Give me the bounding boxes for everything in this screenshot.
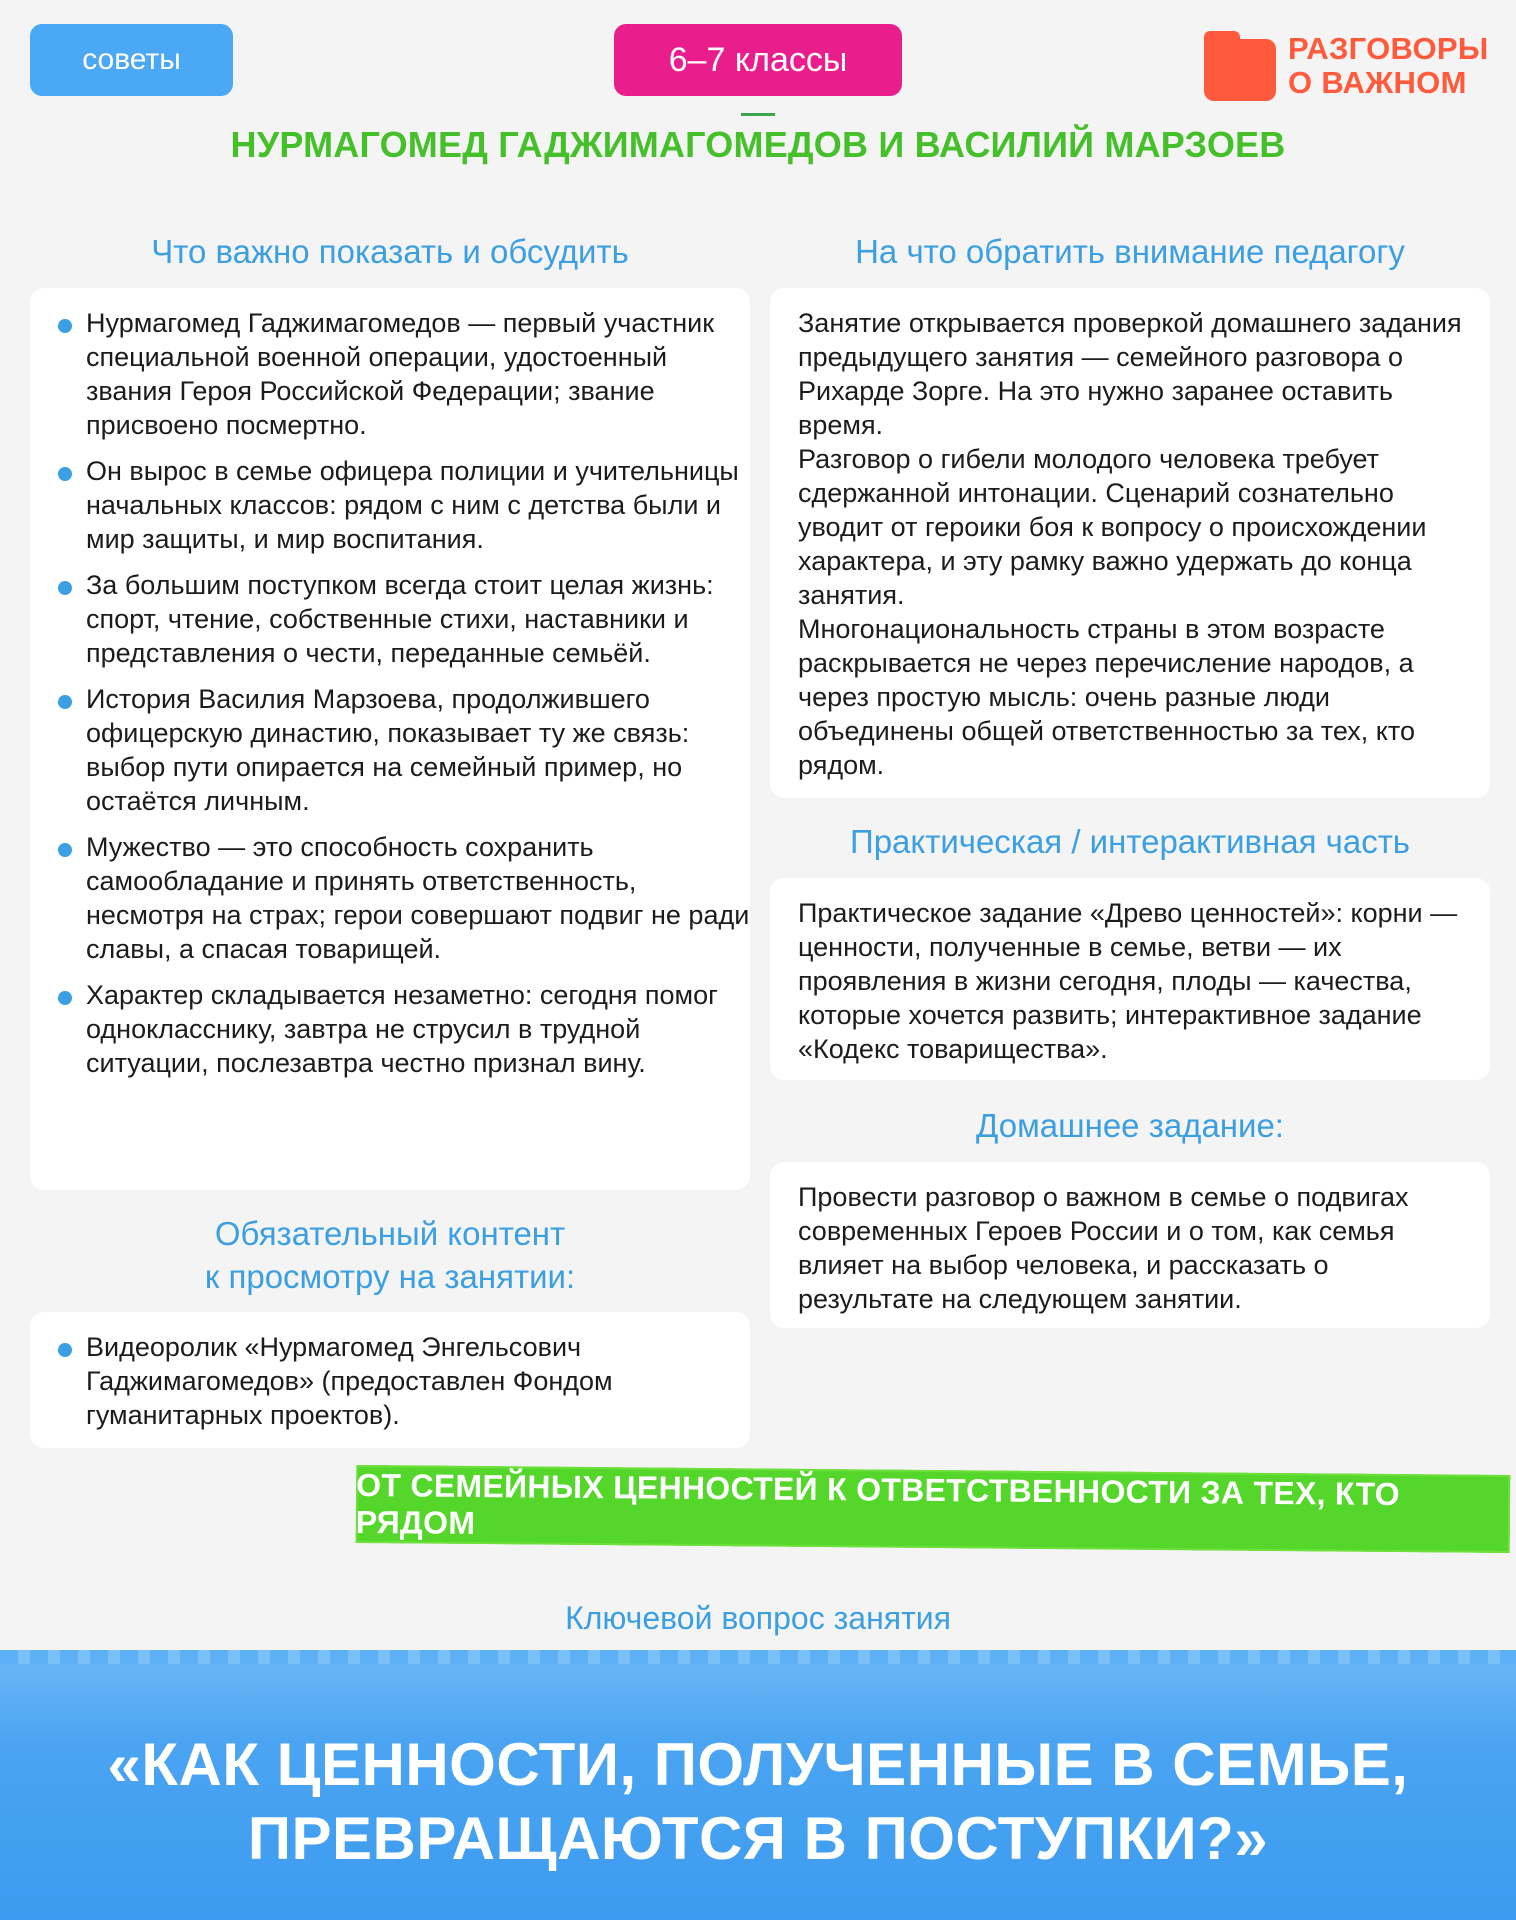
divider [741,113,775,116]
discuss-card [30,288,750,1190]
practice-title: Практическая / интерактивная часть [849,823,1411,860]
key-question-line-1: «КАК ЦЕННОСТИ, ПОЛУЧЕННЫЕ В СЕМЬЕ, [107,1731,1409,1798]
band-edge [0,1650,1516,1664]
list-item: Мужество — это способность сохранить самообладание и принять ответственность, несмотря на страх; герои совершают подвиг не ради славы, а спасая товарищей. [30,830,750,966]
teacher-title: На что обратить внимание педагогу [855,233,1405,270]
list-item: Нурмагомед Гаджимагомедов — первый участник специальной военной операции, удостоенный звания Героя Российской Федерации; звание присвоено посмертно. [30,306,750,442]
homework-text: Провести разговор о важном в семье о подвигах современных Героев России и о том, как семья влияет на выбор человека, и рассказать о результате на следующем занятии. [798,1182,1409,1314]
homework-card [770,1162,1490,1328]
teacher-card [770,288,1490,798]
folder-icon [1204,31,1276,101]
logo-text [1288,32,1489,100]
key-question [0,1728,1516,1876]
list-item: Видеоролик «Нурмагомед Энгельсович Гаджимагомедов» (предоставлен Фондом гуманитарных проектов). [30,1330,750,1432]
homework-title: Домашнее задание: [976,1107,1284,1144]
logo-line-1: РАЗГОВОРЫ [1288,31,1489,66]
discuss-list [30,306,750,1080]
list-item: Характер складывается незаметно: сегодня помог однокласснику, завтра не струсил в трудной ситуации, послезавтра честно признал вину. [30,978,750,1080]
content-card [30,1312,750,1448]
list-item: За большим поступком всегда стоит целая жизнь: спорт, чтение, собственные стихи, наставники и представления о чести, переданные семьёй. [30,568,750,670]
content-title-line-1: Обязательный контент [214,1215,566,1252]
theme-banner: ОТ СЕМЕЙНЫХ ЦЕННОСТЕЙ К ОТВЕТСТВЕННОСТИ ЗА ТЕХ, КТО РЯДОМ [356,1465,1511,1553]
key-question-line-2: ПРЕВРАЩАЮТСЯ В ПОСТУПКИ?» [247,1805,1269,1872]
key-question-label: Ключевой вопрос занятия [565,1600,951,1636]
list-item: Он вырос в семье офицера полиции и учительницы начальных классов: рядом с ним с детства были и мир защиты, и мир воспитания. [30,454,750,556]
teacher-paragraph: Многонациональность страны в этом возрасте раскрывается не через перечисление народов, а через простую мысль: очень разные люди объединены общей ответственностью за тех, кто рядом. [798,614,1415,780]
content-title-line-2: к просмотру на занятии: [204,1258,576,1295]
practice-text: Практическое задание «Древо ценностей»: корни — ценности, полученные в семье, ветви — их проявления в жизни сегодня, плоды — качества, которые хочется развить; интерактивное задание «Кодекс товарищества». [798,898,1458,1064]
teacher-paragraph: Разговор о гибели молодого человека требует сдержанной интонации. Сценарий сознательно уводит от героики боя к вопросу о происхождении характера, и эту рамку важно удержать до конца занятия. [798,444,1427,610]
grade-badge: 6–7 классы [614,24,902,96]
teacher-paragraph: Занятие открывается проверкой домашнего задания предыдущего занятия — семейного разговора о Рихарде Зорге. На это нужно заранее оставить время. [798,308,1462,440]
logo [1204,30,1494,102]
content-list [30,1330,750,1432]
content-title [30,1212,750,1298]
list-item: История Василия Марзоева, продолжившего офицерскую династию, показывает ту же связь: выбор пути опирается на семейный пример, но остаётся личным. [30,682,750,818]
practice-card [770,878,1490,1080]
discuss-title: Что важно показать и обсудить [151,233,629,270]
logo-line-2: О ВАЖНОМ [1288,65,1467,100]
tag-sovety: советы [30,24,233,96]
page-title: НУРМАГОМЕД ГАДЖИМАГОМЕДОВ И ВАСИЛИЙ МАРЗОЕВ [230,124,1286,165]
